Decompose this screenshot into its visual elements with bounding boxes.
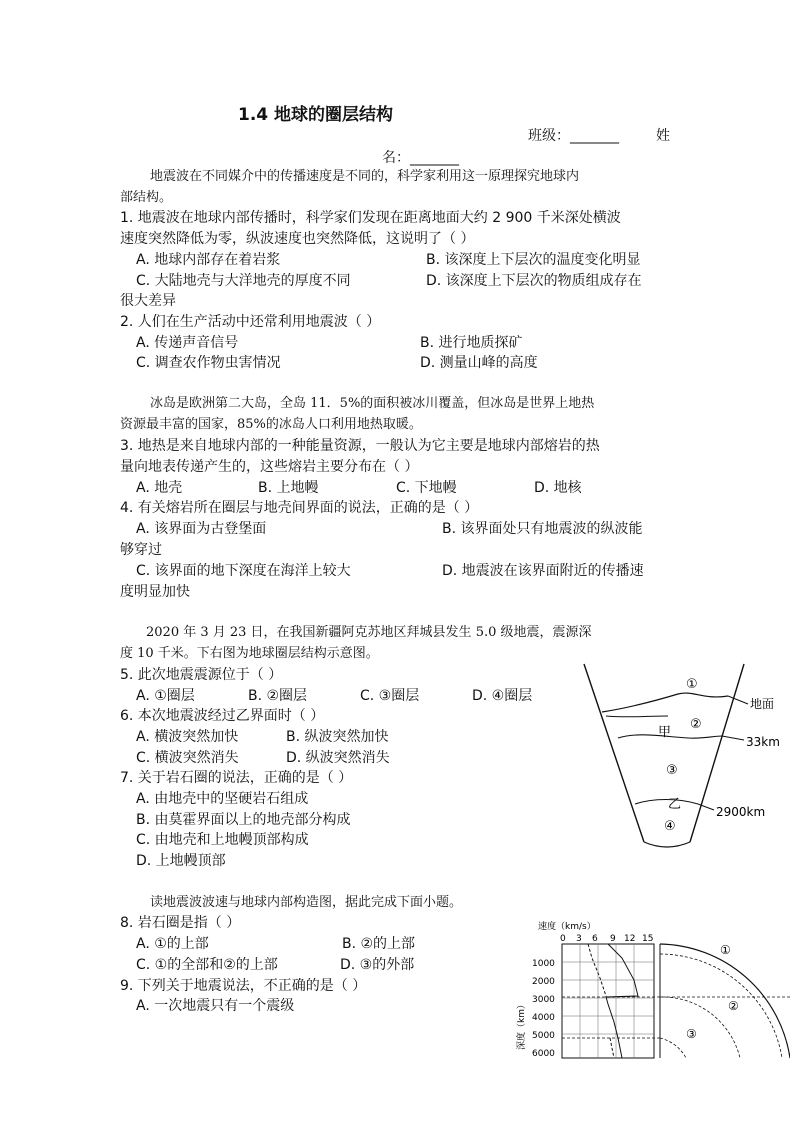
boundary-label-yi: 乙 [668,797,682,812]
speed-tick-label: 6 [592,934,598,944]
depth-tick-label: 5000 [532,1031,555,1041]
question-8-option-b: B. ②的上部 [342,936,416,952]
depth-tick-label: 2000 [532,977,555,987]
question-9-stem: 9. 下列关于地震说法，不正确的是（ ） [120,978,367,994]
structure-label-1: ① [720,943,731,957]
question-7-option-a: A. 由地壳中的坚硬岩石组成 [136,791,309,807]
question-5-option-a: A. ①圈层 [136,688,195,704]
depth-2900km-label: 2900km [716,805,766,819]
question-1-stem-2: 速度突然降低为零，纵波速度也突然降低，这说明了（ ） [120,231,475,247]
structure-label-3: ③ [686,1027,697,1041]
layer-label-1: ① [686,677,698,692]
speed-tick-label: 12 [624,934,636,944]
question-6-option-b: B. 纵波突然加快 [286,729,389,745]
speed-tick-label: 9 [610,934,616,944]
question-4-option-a: A. 该界面为古登堡面 [136,521,267,537]
question-6-option-a: A. 横波突然加快 [136,729,239,745]
depth-tick-label: 3000 [532,995,555,1005]
passage-1-line-1: 地震波在不同媒介中的传播速度是不同的，科学家利用这一原理探究地球内 [150,169,580,184]
question-1-option-b: B. 该深度上下层次的温度变化明显 [426,252,641,268]
boundary-label-jia: 甲 [658,725,672,740]
page-title: 1.4 地球的圈层结构 [238,105,394,125]
question-3-stem-2: 量向地表传递产生的，这些熔岩主要分布在（ ） [120,459,419,475]
speed-ticks [560,934,653,944]
speed-tick-label: 15 [642,934,654,944]
question-4-option-d-cont: 度明显加快 [120,584,190,600]
passage-3-line-1: 2020 年 3 月 23 日，在我国新疆阿克苏地区拜城县发生 5.0 级地震，震源深 [146,625,592,640]
question-6-option-c: C. 横波突然消失 [136,750,239,766]
question-3-option-c: C. 下地幔 [396,480,457,496]
question-1-option-c: C. 大陆地壳与大洋地壳的厚度不同 [136,273,351,289]
question-3-option-b: B. 上地幔 [258,480,319,496]
question-5-option-d: D. ④圈层 [472,688,533,704]
seismic-speed-structure-diagram [510,918,790,1064]
speed-tick-label: 3 [576,934,582,944]
question-4-option-b-cont: 够穿过 [120,542,162,558]
layer-label-3: ③ [666,763,678,778]
class-field-label: 班级：_______ [528,128,619,144]
question-9-option-a: A. 一次地震只有一个震级 [136,998,295,1014]
depth-tick-label: 4000 [532,1013,555,1023]
question-4-option-d: D. 地震波在该界面附近的传播速 [442,563,644,579]
question-7-stem: 7. 关于岩石圈的说法，正确的是（ ） [120,770,353,786]
question-8-stem: 8. 岩石圈是指（ ） [120,915,241,931]
passage-3-line-2: 度 10 千米。下右图为地球圈层结构示意图。 [120,646,379,661]
depth-ticks [532,959,555,1059]
question-2-option-d: D. 测量山峰的高度 [420,355,538,371]
question-1-stem-1: 1. 地震波在地球内部传播时，科学家们发现在距离地面大约 2 900 千米深处横波 [120,210,621,226]
question-6-option-d: D. 纵波突然消失 [286,750,390,766]
question-5-option-b: B. ②圈层 [248,688,308,704]
passage-2-line-2: 资源最丰富的国家，85%的冰岛人口利用地热取暖。 [120,417,422,432]
question-3-option-d: D. 地核 [534,480,582,496]
question-4-option-c: C. 该界面的地下深度在海洋上较大 [136,563,351,579]
question-4-option-b: B. 该界面处只有地震波的纵波能 [442,521,643,537]
earth-layer-diagram [578,660,788,860]
question-7-option-d: D. 上地幔顶部 [136,853,226,869]
depth-tick-label: 6000 [532,1049,555,1059]
depth-axis-title: 深度（km） [517,1000,527,1050]
name-field-label-a: 姓 [656,128,670,144]
passage-4-line-1: 读地震波波速与地球内部构造图，据此完成下面小题。 [150,895,463,910]
passage-1-line-2: 部结构。 [120,190,173,205]
passage-2-line-1: 冰岛是欧洲第二大岛，全岛 11．5%的面积被冰川覆盖，但冰岛是世界上地热 [150,396,595,411]
question-8-option-a: A. ①的上部 [136,936,209,952]
layer-label-4: ④ [664,819,676,834]
depth-33km-label: 33km [746,735,780,749]
layer-label-2: ② [690,717,702,732]
depth-tick-label: 1000 [532,959,555,969]
question-7-option-b: B. 由莫霍界面以上的地壳部分构成 [136,812,351,828]
speed-axis-title: 速度（km/s） [538,922,596,932]
question-5-stem: 5. 此次地震震源位于（ ） [120,667,283,683]
speed-tick-label: 0 [560,934,566,944]
question-5-option-c: C. ③圈层 [360,688,420,704]
structure-label-2: ② [728,999,739,1013]
question-7-option-c: C. 由地壳和上地幔顶部构成 [136,832,309,848]
question-3-option-a: A. 地壳 [136,480,183,496]
question-8-option-d: D. ③的外部 [340,957,415,973]
question-2-option-b: B. 进行地质探矿 [420,335,523,351]
question-3-stem-1: 3. 地热是来自地球内部的一种能量资源，一般认为它主要是地球内部熔岩的热 [120,438,600,454]
ground-label: 地面 [750,697,775,711]
question-2-option-a: A. 传递声音信号 [136,335,239,351]
question-2-stem: 2. 人们在生产活动中还常利用地震波（ ） [120,314,381,330]
question-1-option-a: A. 地球内部存在着岩浆 [136,252,281,268]
question-1-option-d-cont: 很大差异 [120,293,176,309]
question-1-option-d: D. 该深度上下层次的物质组成存在 [426,273,642,289]
name-field-label-b: 名：_______ [382,150,459,166]
question-4-stem: 4. 有关熔岩所在圈层与地壳间界面的说法，正确的是（ ） [120,500,479,516]
question-8-option-c: C. ①的全部和②的上部 [136,957,278,973]
question-2-option-c: C. 调查农作物虫害情况 [136,355,281,371]
question-6-stem: 6. 本次地震波经过乙界面时（ ） [120,708,325,724]
